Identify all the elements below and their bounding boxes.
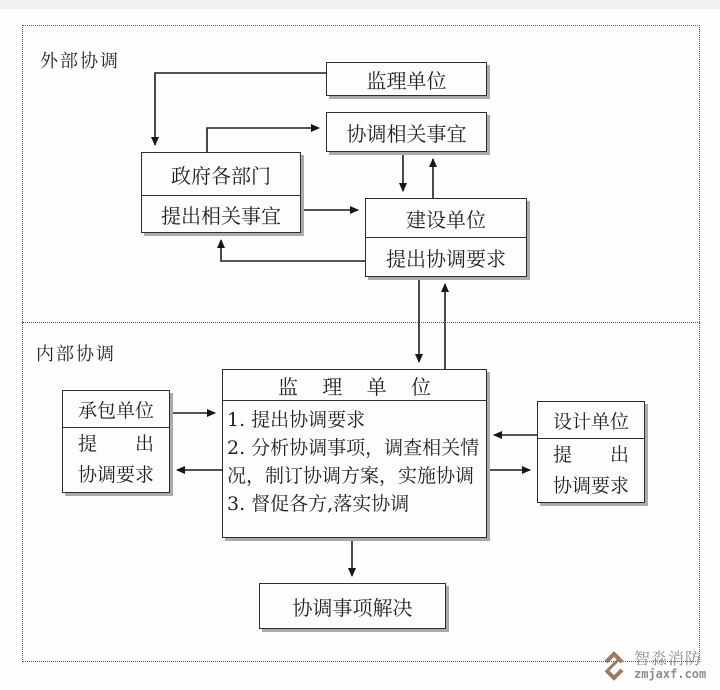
- design-request-line2: 协调要求: [552, 474, 629, 497]
- box-coordinate-matters: [326, 112, 487, 152]
- construction-subtitle: 提出协调要求: [386, 246, 506, 271]
- contractor-request-line1: 提 出: [77, 433, 154, 455]
- supervision-task-line: 2. 分析协调事项，调查相关情: [227, 437, 480, 459]
- contractor-title: 承包单位: [63, 391, 169, 428]
- supervision-task-line: 况，制订协调方案，实施协调: [227, 465, 475, 487]
- supervision-main-title: 监 理 单 位: [223, 370, 486, 401]
- supervision-task-line: 1. 提出协调要求: [227, 409, 366, 431]
- box-supervision-unit-internal: [222, 369, 487, 538]
- construction-title: 建设单位: [366, 199, 526, 238]
- design-request-line1: 提 出: [552, 443, 629, 466]
- box-contractor-unit: [62, 390, 170, 493]
- coordinate-matters-label: 协调相关事宜: [346, 121, 467, 146]
- supervision-task-line: 3. 督促各方,落实协调: [227, 493, 410, 515]
- government-subtitle: 提出相关事宜: [161, 203, 281, 228]
- top-gray-band: [0, 0, 720, 9]
- box-coordination-resolved: [259, 583, 446, 629]
- watermark-domain: zmjaxf.com: [634, 667, 707, 682]
- coordination-resolved-label: 协调事项解决: [292, 595, 413, 620]
- box-design-unit: [537, 401, 645, 503]
- box-government-departments: [141, 152, 301, 233]
- design-title: 设计单位: [538, 402, 644, 439]
- government-title: 政府各部门: [142, 153, 300, 196]
- external-coordination-label: 外部协调: [40, 51, 120, 72]
- design-request: [538, 439, 644, 502]
- contractor-request-line2: 协调要求: [77, 464, 154, 486]
- box-construction-unit: [365, 198, 527, 277]
- contractor-request: [63, 428, 169, 492]
- diamond-logo-icon: [598, 649, 630, 683]
- supervision-unit-label: 监理单位: [366, 68, 447, 93]
- dashed-section-divider: [22, 322, 700, 323]
- box-supervision-unit-external: [326, 62, 487, 96]
- supervision-task-list: [223, 401, 486, 537]
- internal-coordination-label: 内部协调: [36, 344, 116, 365]
- watermark-brand: 智淼消防: [634, 649, 703, 669]
- watermark: [598, 645, 718, 687]
